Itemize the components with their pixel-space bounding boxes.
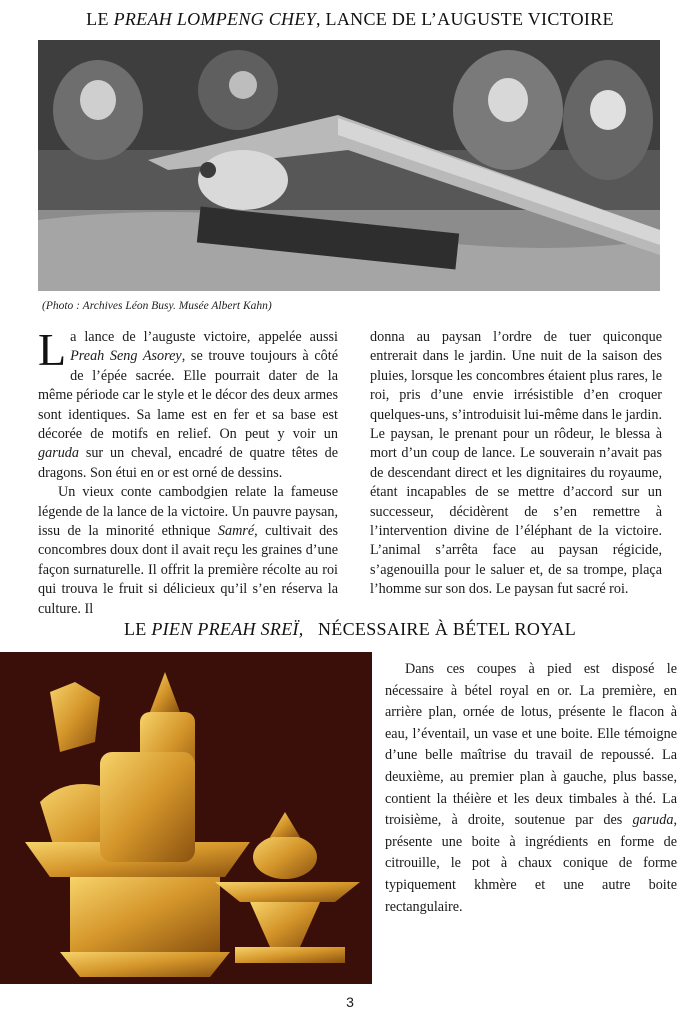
drop-cap: L: [38, 324, 67, 375]
section-title-betel: LE PIEN PREAH SREÏ, NÉCESSAIRE À BÉTEL ROYAL: [123, 619, 577, 639]
paragraph-2: Un vieux conte cambodgien relate la fameuse légende de la lance de la victoire. Un pauvre paysan, issu de la minorité ethnique Samré, cultivait des concombres doux dont il avait reçu les graines d’une façon surnaturelle. Il offrit la première récolte au roi qui trouva le fruit si délicieux qu’il s’en réserva la culture. Il: [38, 484, 338, 617]
lance-photo-drawing: [38, 40, 660, 291]
page-number: 3: [346, 994, 354, 1010]
paragraph-1: La lance de l’auguste victoire, appelée aussi Preah Seng Asorey, se trouve toujours à côté de l’épée sacrée. Elle pourrait dater de la même période car le style et le décor des deux armes sont identiques. Sa lame est en fer et sa base est décorée de motifs en relief. On peut y voir un garuda sur un cheval, encadré de quatre têtes de dragons. Son étui en or est orné de dessins.: [38, 324, 338, 481]
photo-caption: (Photo : Archives Léon Busy. Musée Albert Kahn): [42, 300, 272, 312]
betel-paragraph: Dans ces coupes à pied est disposé le nécessaire à bétel royal en or. La première, en arrière plan, ornée de lotus, présente le flacon à eau, l’éventail, un vase et une boite. Elle témoigne d’une belle maîtrise du travail de repoussé. La deuxième, au premier plan à gauche, plus basse, contient la théière et les deux timbales à thé. La troisième, à droite, soutenue par des garuda, présente une boite à ingrédients en forme de citrouille, le pot à chaux conique de forme typiquement khmère et une autre boite rectangulaire.: [385, 661, 677, 915]
article-column-left: [38, 324, 338, 619]
paragraph-3: donna au paysan l’ordre de tuer quiconque entrerait dans le jardin. Une nuit de la saison des pluies, lorsque les concombres étaient plus rares, le roi, pris d’une envie irrésistible d’en croquer quelques-uns, s’introduisit lui-même dans le jardin. Le paysan, le prenant pour un rôdeur, le blessa à mort d’un coup de lance. Le souverain n’avait pas de descendant direct et les dignitaires du royaume, étant incapables de se mettre d’accord sur un successeur, décidèrent de s’en remettre à l’intervention divine de l’éléphant de la victoire. L’animal s’arrêta face au paysan régicide, s’agenouilla pour le saluer et, de sa trompe, plaça l’homme sur son dos. Le paysan fut sacré roi.: [370, 329, 662, 598]
lance-photo: [38, 40, 660, 291]
article-column-right: [370, 328, 662, 600]
betel-description: [385, 659, 677, 918]
betel-set-drawing: [0, 652, 372, 984]
betel-set-photo: [0, 652, 372, 984]
section-title-lance: LE PREAH LOMPENG CHEY, LANCE DE L’AUGUSTE VICTOIRE: [86, 9, 614, 29]
